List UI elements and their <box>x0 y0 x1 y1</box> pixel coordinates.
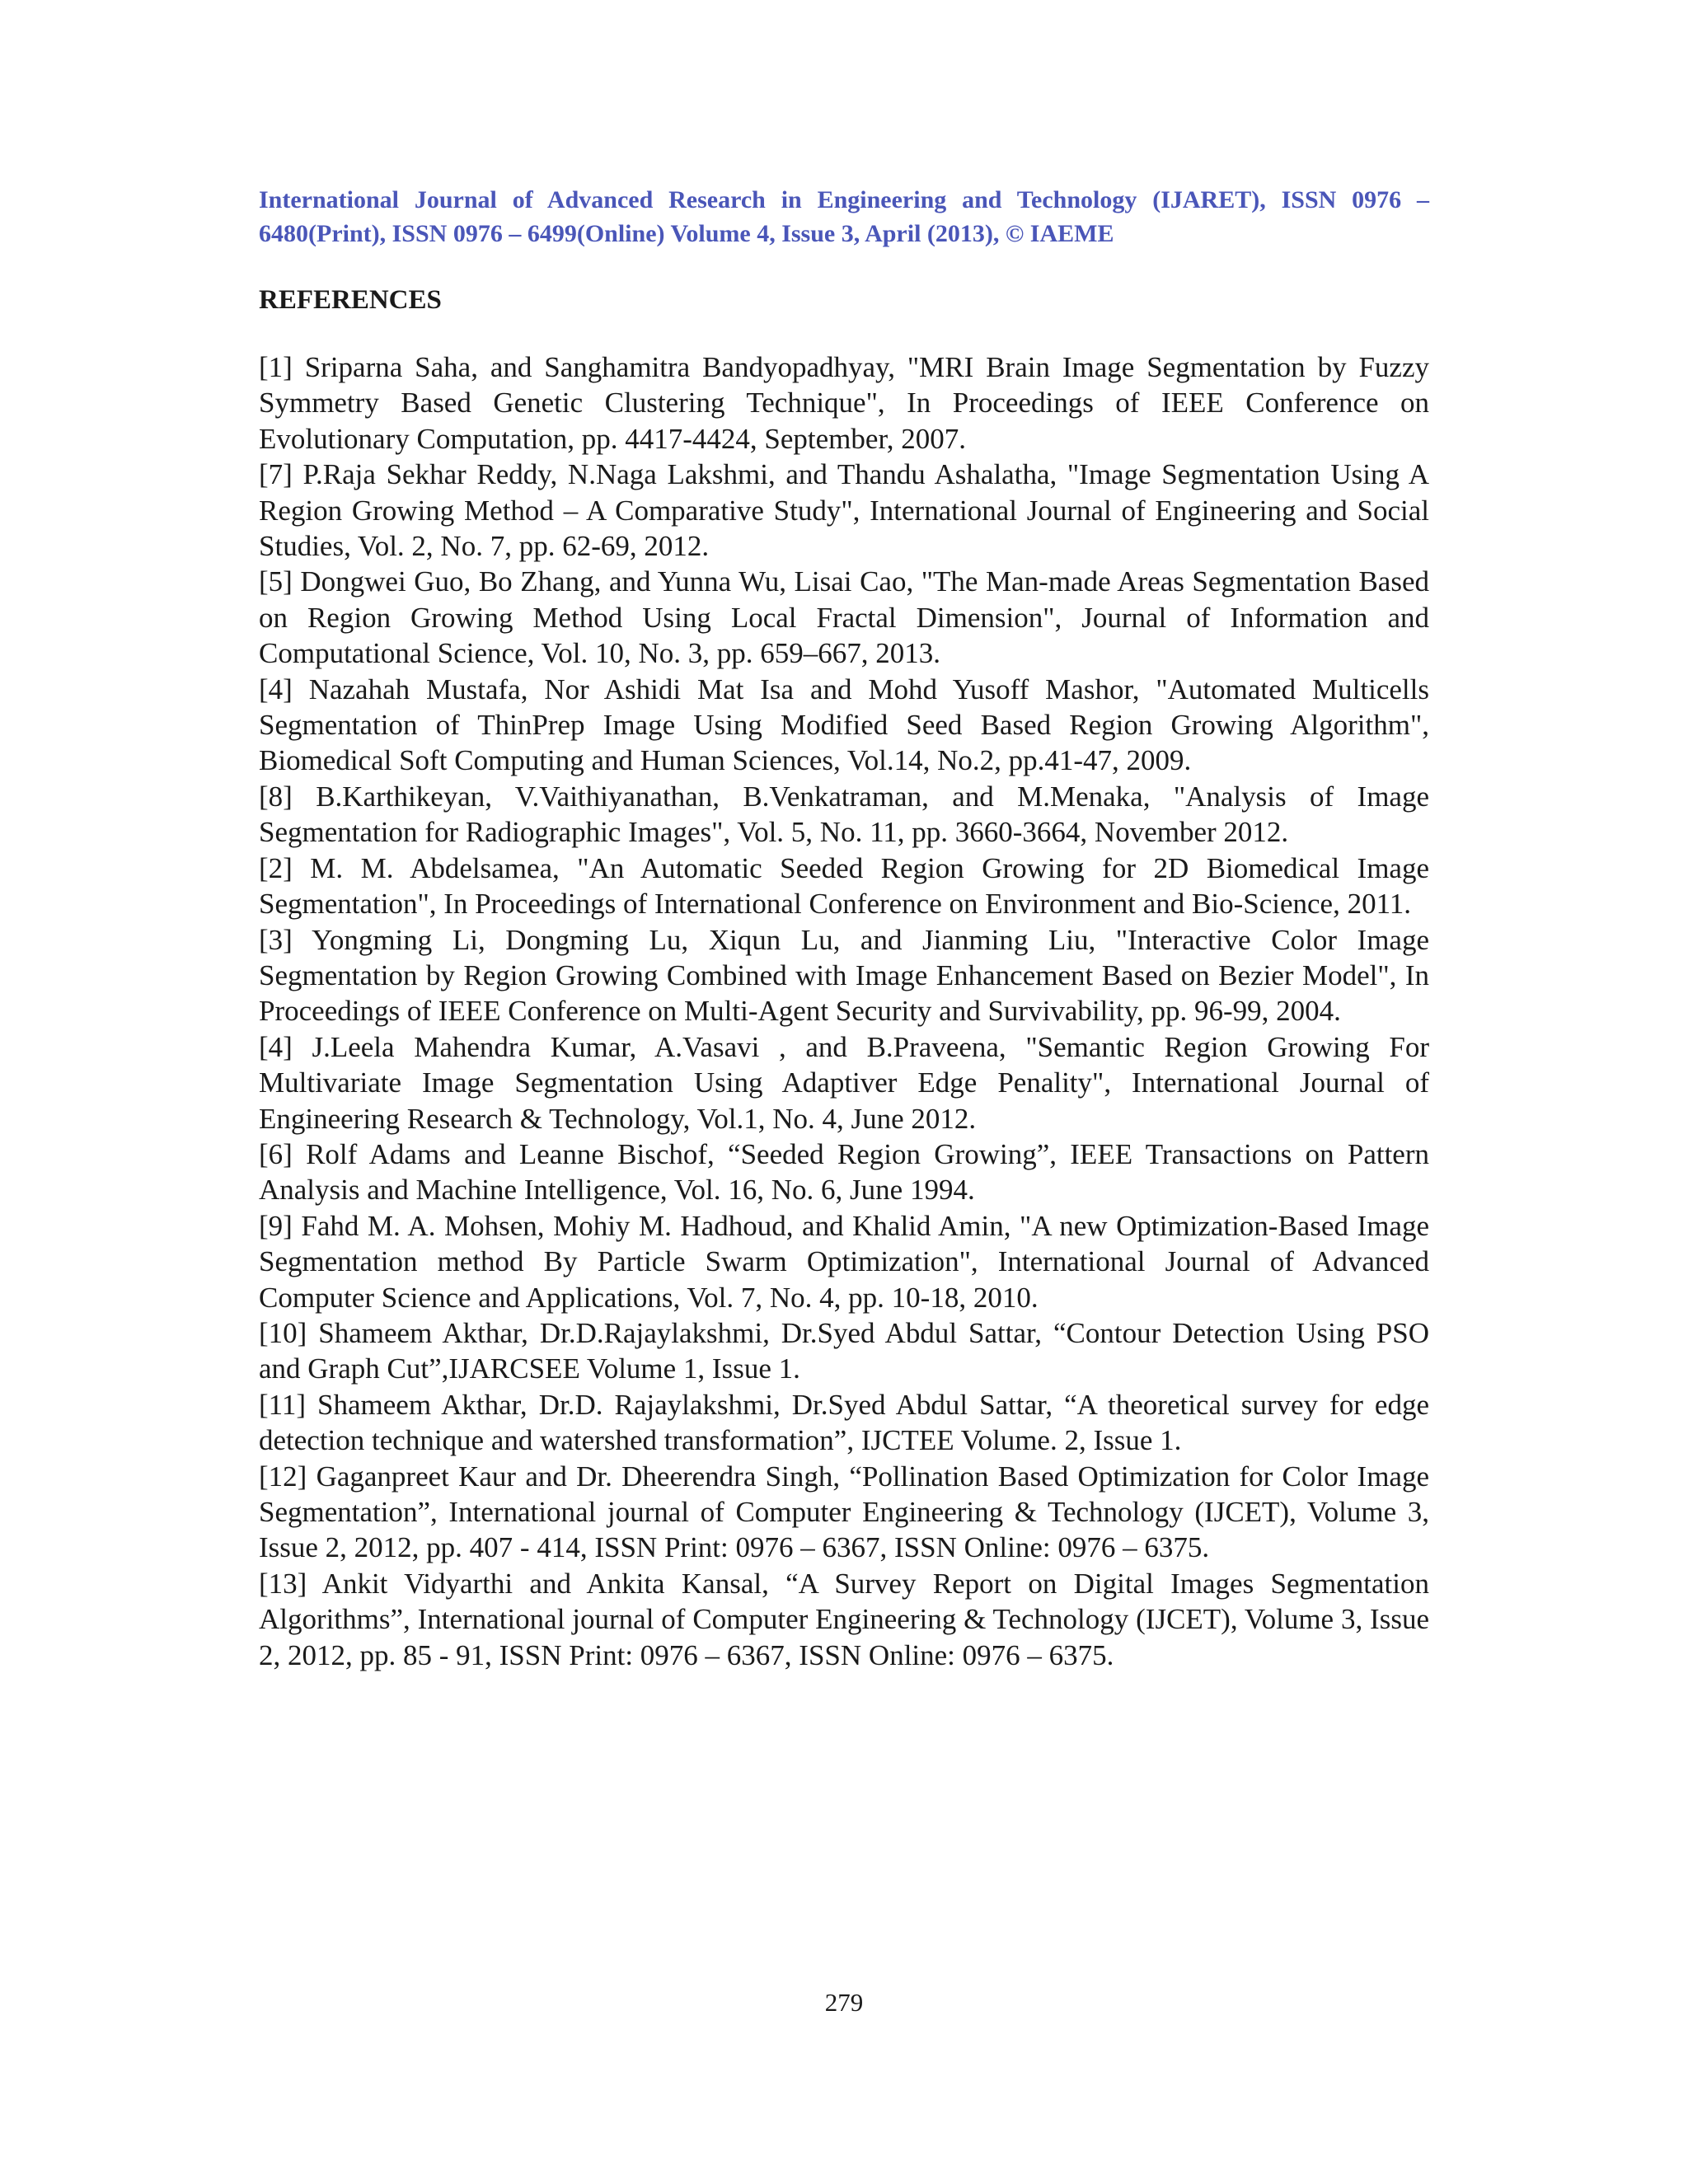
reference-item: [6] Rolf Adams and Leanne Bischof, “Seeded Region Growing”, IEEE Transactions on Pattern Analysis and Machine Intelligence, Vol. 16, No. 6, June 1994. <box>259 1137 1429 1207</box>
section-title: REFERENCES <box>259 285 442 315</box>
reference-item: [13] Ankit Vidyarthi and Ankita Kansal, “A Survey Report on Digital Images Segmentation Algorithms”, International journal of Computer Engineering & Technology (IJCET), Volume 3, Issue 2, 2012, pp. 85 - 91, ISSN Print: 0976 – 6367, ISSN Online: 0976 – 6375. <box>259 1567 1429 1671</box>
reference-item: [5] Dongwei Guo, Bo Zhang, and Yunna Wu, Lisai Cao, "The Man-made Areas Segmentation Based on Region Growing Method Using Local Fractal Dimension", Journal of Information and Computational Science, Vol. 10, No. 3, pp. 659–667, 2013. <box>259 565 1429 670</box>
reference-item: [8] B.Karthikeyan, V.Vaithiyanathan, B.Venkatraman, and M.Menaka, "Analysis of Image Segmentation for Radiographic Images", Vol. 5, No. 11, pp. 3660-3664, November 2012. <box>259 780 1429 849</box>
reference-item: [10] Shameem Akthar, Dr.D.Rajaylakshmi, Dr.Syed Abdul Sattar, “Contour Detection Using PSO and Graph Cut”,IJARCSEE Volume 1, Issue 1. <box>259 1316 1429 1385</box>
page-content <box>259 183 1429 1673</box>
journal-header: International Journal of Advanced Research in Engineering and Technology (IJARET), ISSN 0976 – 6480(Print), ISSN 0976 – 6499(Online) Volume 4, Issue 3, April (2013), © IAEME <box>259 186 1429 247</box>
reference-item: [4] Nazahah Mustafa, Nor Ashidi Mat Isa and Mohd Yusoff Mashor, "Automated Multicells Segmentation of ThinPrep Image Using Modified Seed Based Region Growing Algorithm", Biomedical Soft Computing and Human Sciences, Vol.14, No.2, pp.41-47, 2009. <box>259 673 1429 777</box>
reference-item: [1] Sriparna Saha, and Sanghamitra Bandyopadhyay, "MRI Brain Image Segmentation by Fuzzy Symmetry Based Genetic Clustering Technique", In Proceedings of IEEE Conference on Evolutionary Computation, pp. 4417-4424, September, 2007. <box>259 351 1429 455</box>
reference-item: [11] Shameem Akthar, Dr.D. Rajaylakshmi, Dr.Syed Abdul Sattar, “A theoretical survey for edge detection technique and watershed transformation”, IJCTEE Volume. 2, Issue 1. <box>259 1388 1429 1457</box>
reference-list <box>259 349 1429 1673</box>
page-number: 279 <box>824 1988 864 2017</box>
reference-item: [9] Fahd M. A. Mohsen, Mohiy M. Hadhoud, and Khalid Amin, "A new Optimization-Based Image Segmentation method By Particle Swarm Optimization", International Journal of Advanced Computer Science and Applications, Vol. 7, No. 4, pp. 10-18, 2010. <box>259 1209 1429 1314</box>
reference-item: [12] Gaganpreet Kaur and Dr. Dheerendra Singh, “Pollination Based Optimization for Color Image Segmentation”, International journal of Computer Engineering & Technology (IJCET), Volume 3, Issue 2, 2012, pp. 407 - 414, ISSN Print: 0976 – 6367, ISSN Online: 0976 – 6375. <box>259 1460 1429 1564</box>
reference-item: [3] Yongming Li, Dongming Lu, Xiqun Lu, and Jianming Liu, "Interactive Color Image Segmentation by Region Growing Combined with Image Enhancement Based on Bezier Model", In Proceedings of IEEE Conference on Multi-Agent Security and Survivability, pp. 96-99, 2004. <box>259 923 1429 1028</box>
reference-item: [4] J.Leela Mahendra Kumar, A.Vasavi , and B.Praveena, "Semantic Region Growing For Multivariate Image Segmentation Using Adaptiver Edge Penality", International Journal of Engineering Research & Technology, Vol.1, No. 4, June 2012. <box>259 1030 1429 1135</box>
reference-item: [2] M. M. Abdelsamea, "An Automatic Seeded Region Growing for 2D Biomedical Image Segmentation", In Proceedings of International Conference on Environment and Bio-Science, 2011. <box>259 851 1429 921</box>
reference-item: [7] P.Raja Sekhar Reddy, N.Naga Lakshmi, and Thandu Ashalatha, "Image Segmentation Using A Region Growing Method – A Comparative Study", International Journal of Engineering and Social Studies, Vol. 2, No. 7, pp. 62-69, 2012. <box>259 458 1429 563</box>
